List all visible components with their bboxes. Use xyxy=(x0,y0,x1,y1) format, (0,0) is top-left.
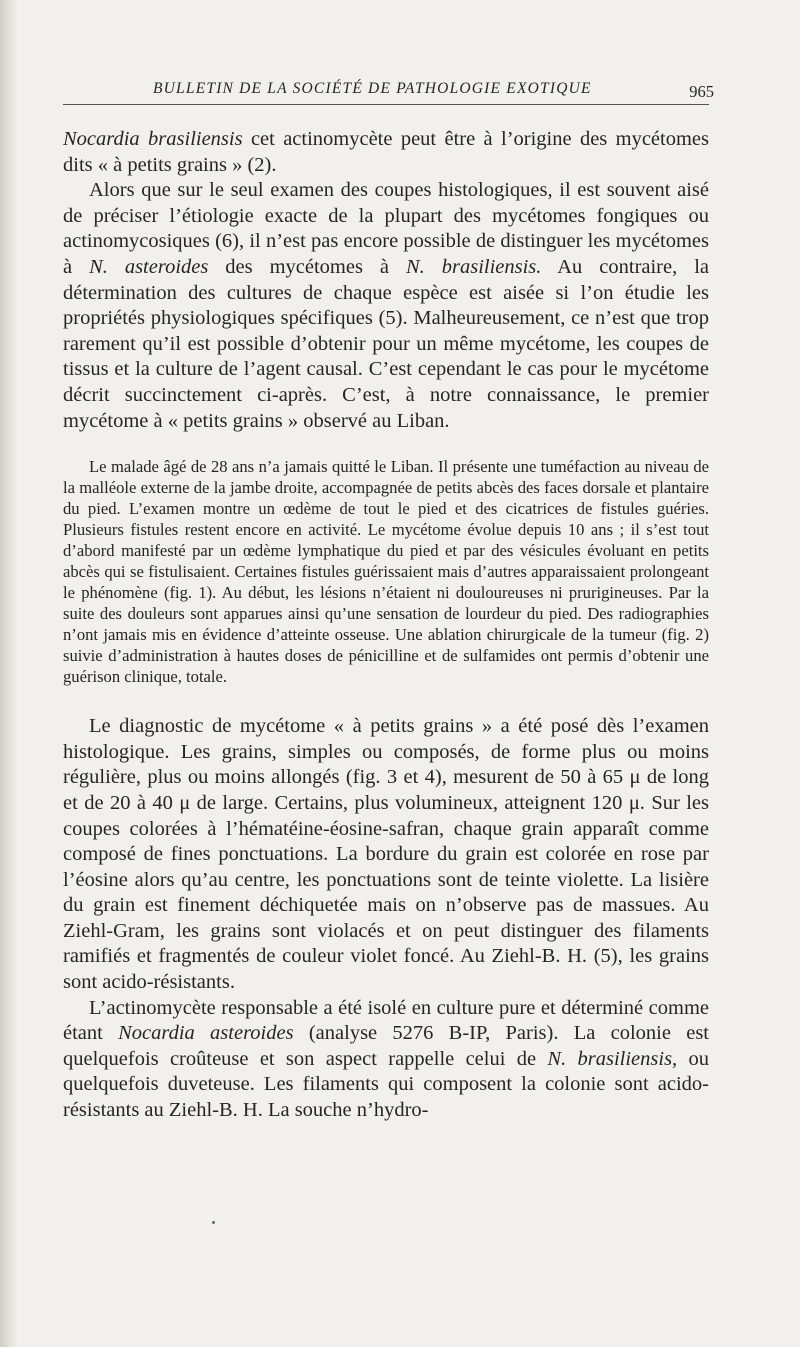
text-run: Alors que sur le seul examen des coupes histologiques, il est souvent aisé de préciser l’étiologie exacte de la plupart des mycétomes fongiques ou actinomycosiques (6), il n’est pas encore possible de distinguer les mycétomes à xyxy=(63,179,709,278)
species-name: N. asteroides xyxy=(89,255,209,278)
journal-title: BULLETIN DE LA SOCIÉTÉ DE PATHOLOGIE EXOTIQUE xyxy=(153,80,592,97)
page-number: 965 xyxy=(689,82,714,101)
species-name: N. brasiliensis, xyxy=(547,1047,678,1070)
journal-page xyxy=(63,74,714,1124)
species-name: N. brasiliensis. xyxy=(405,255,542,278)
culture-paragraph xyxy=(63,996,709,1124)
text-run: des mycétomes à xyxy=(208,255,406,278)
intro-text: cet actinomycète peut être à l’origine des mycétomes dits « à petits grains » (2). xyxy=(63,128,710,176)
text-run: ou quelquefois duveteuse. Les filaments qui composent la colonie sont acido-résistants au Ziehl-B. H. La souche n’hydro- xyxy=(63,1047,710,1122)
case-report-paragraph: Le malade âgé de 28 ans n’a jamais quitté le Liban. Il présente une tuméfaction au niveau de la malléole externe de la jambe droite, accompagnée de petits abcès des faces dorsale et plantaire du pied. L’examen montre un œdème de tout le pied et des cicatrices de fistules guéries. Plusieurs fistules restent encore en activité. Le mycétome évolue depuis 10 ans ; il s’est tout d’abord manifesté par un œdème lymphatique du pied et par des vésicules évoluant en petits abcès qui se fistulisaient. Certaines fistules guérissaient mais d’autres apparaissaient prolongeant le phénomène (fig. 1). Au début, les lésions n’étaient ni douloureuses ni prurigineuses. Par la suite des douleurs sont apparues ainsi qu’une sensation de lourdeur du pied. Des radiographies n’ont jamais mis en évidence d’atteinte osseuse. Une ablation chirurgicale de la tumeur (fig. 2) suivie d’administration à hautes doses de pénicilline et de sulfamides ont permis d’obtenir une guérison clinique, totale. xyxy=(63,457,709,687)
species-name: Nocardia asteroides xyxy=(118,1022,294,1045)
intro-paragraph xyxy=(63,127,709,178)
etiology-paragraph xyxy=(63,178,709,434)
text-run: L’actinomycète responsable a été isolé en culture pure et déterminé comme étant xyxy=(63,996,709,1045)
text-run: (analyse 5276 B-IP, Paris). La colonie est quelquefois croûteuse et son aspect rappelle celui de xyxy=(63,1022,709,1070)
running-header xyxy=(63,74,714,105)
species-name: Nocardia brasiliensis xyxy=(63,128,243,150)
ink-speck xyxy=(212,1221,215,1224)
page-binding-shadow xyxy=(0,0,18,1347)
diagnosis-paragraph: Le diagnostic de mycétome « à petits grains » a été posé dès l’examen histologique. Les grains, simples ou composés, de forme plus ou moins régulière, plus ou moins allongés (fig. 3 et 4), mesurent de 50 à 65 μ de long et de 20 à 40 μ de large. Certains, plus volumineux, atteignent 120 μ. Sur les coupes colorées à l’hématéine-éosine-safran, chaque grain apparaît comme composé de fines ponctuations. La bordure du grain est colorée en rose par l’éosine alors qu’au centre, les ponctuations sont de teinte violette. La lisière du grain est finement déchiquetée mais on n’observe pas de massues. Au Ziehl-Gram, les grains sont violacés et on peut distinguer des filaments ramifiés et fragmentés de couleur violet foncé. Au Ziehl-B. H. (5), les grains sont acido-résistants. xyxy=(63,715,709,994)
text-run: Au contraire, la détermination des cultures de chaque espèce est aisée si l’on étudie les propriétés physiologiques spécifiques (5). Malheureusement, ce n’est que trop rarement qu’il est possible d’obtenir pour un même mycétome, les coupes de tissus et la culture de l’agent causal. C’est cependant le cas pour le mycétome décrit succinctement ci-après. C’est, à notre connaissance, le premier mycétome à « petits grains » observé au Liban. xyxy=(63,255,709,432)
